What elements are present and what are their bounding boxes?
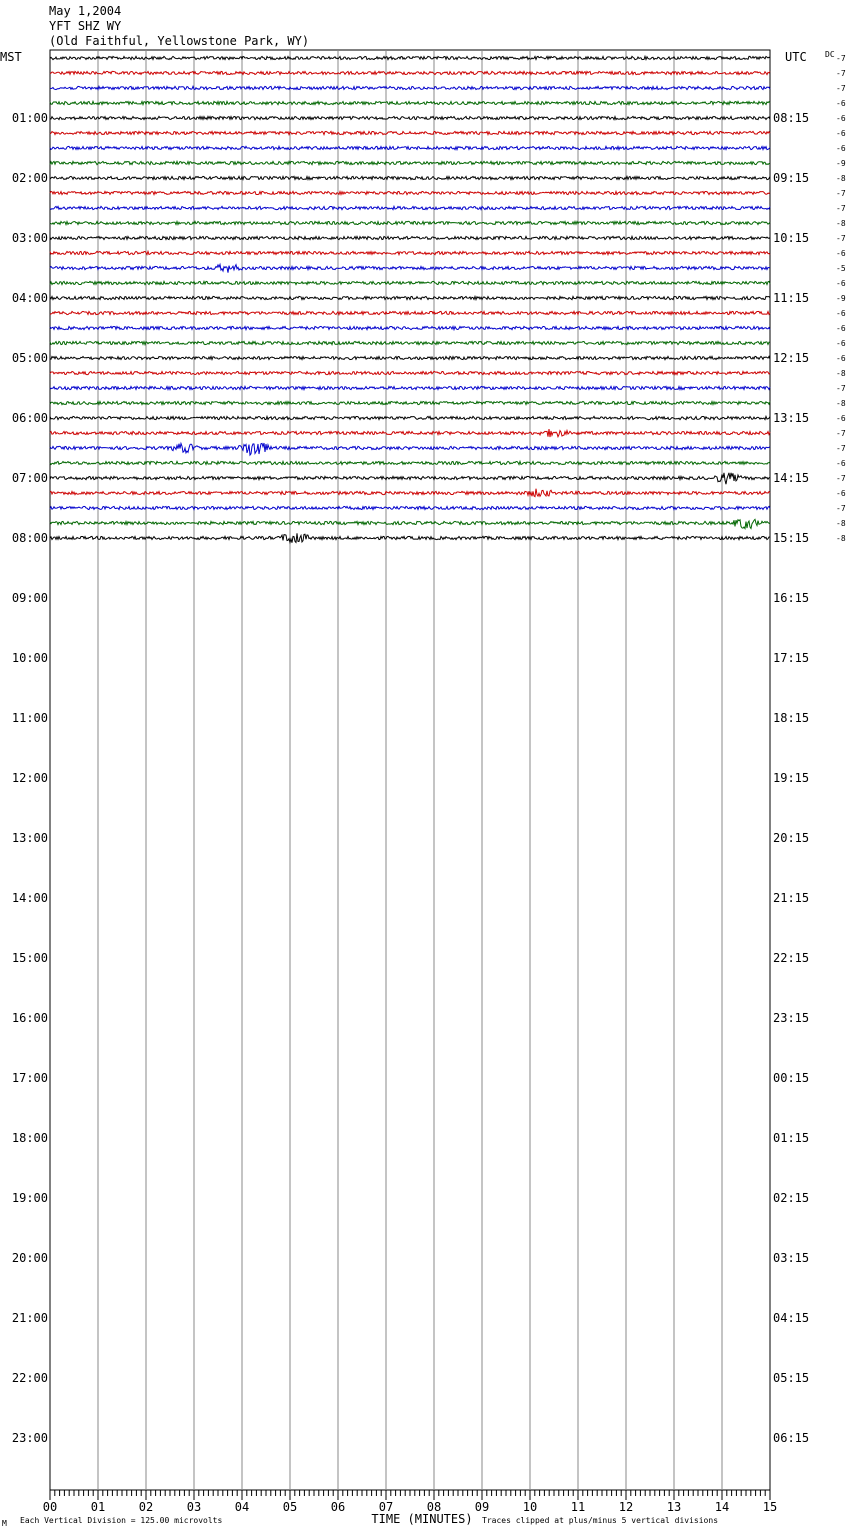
x-tick-label: 14 (714, 1500, 730, 1514)
trace-row-29 (50, 489, 770, 497)
mst-hour-label: 10:00 (11, 651, 48, 665)
trace-row-32 (50, 533, 770, 542)
utc-hour-label: 06:15 (773, 1431, 810, 1445)
dc-offset-label: -9 (836, 159, 846, 168)
dc-offset-label: -7 (836, 384, 846, 393)
utc-hour-label: 22:15 (773, 951, 810, 965)
trace-row-20 (50, 356, 770, 359)
dc-offset-label: -7 (836, 504, 846, 513)
dc-offset-label: -8 (836, 174, 846, 183)
dc-offset-label: -8 (836, 519, 846, 528)
x-tick-label: 09 (474, 1500, 490, 1514)
trace-row-15 (50, 281, 770, 284)
trace-row-12 (50, 236, 770, 239)
utc-hour-label: 17:15 (773, 651, 810, 665)
dc-offset-label: -6 (836, 114, 846, 123)
plot-frame (50, 50, 770, 1490)
dc-offset-label: -7 (836, 204, 846, 213)
mst-hour-label: 01:00 (11, 111, 48, 125)
x-tick-label: 04 (234, 1500, 250, 1514)
x-tick-label: 01 (90, 1500, 106, 1514)
utc-hour-label: 18:15 (773, 711, 810, 725)
mst-hour-label: 03:00 (11, 231, 48, 245)
dc-offset-label: -7 (836, 444, 846, 453)
trace-row-27 (50, 461, 770, 464)
mst-hour-label: 23:00 (11, 1431, 48, 1445)
utc-hour-label: 04:15 (773, 1311, 810, 1325)
utc-hour-label: 00:15 (773, 1071, 810, 1085)
scale-note: Each Vertical Division = 125.00 microvolts (20, 1516, 223, 1525)
trace-row-30 (50, 506, 770, 509)
mst-hour-label: 19:00 (11, 1191, 48, 1205)
utc-hour-label: 03:15 (773, 1251, 810, 1265)
dc-offset-label: -6 (836, 459, 846, 468)
trace-row-7 (50, 161, 770, 164)
mst-hour-label: 07:00 (11, 471, 48, 485)
x-tick-label: 11 (570, 1500, 586, 1514)
trace-row-1 (50, 71, 770, 74)
mst-hour-label: 11:00 (11, 711, 48, 725)
dc-offset-label: -7 (836, 429, 846, 438)
dc-offset-label: -7 (836, 234, 846, 243)
utc-axis-title: UTC (785, 50, 807, 64)
corner-mark: M (2, 1519, 7, 1528)
x-axis-label: TIME (MINUTES) (371, 1512, 473, 1526)
trace-row-22 (50, 386, 770, 389)
mst-hour-label: 17:00 (11, 1071, 48, 1085)
trace-row-5 (50, 131, 770, 134)
mst-hour-label: 04:00 (11, 291, 48, 305)
dc-offset-label: -7 (836, 54, 846, 63)
dc-offset-label: -6 (836, 489, 846, 498)
mst-hour-label: 18:00 (11, 1131, 48, 1145)
utc-hour-label: 09:15 (773, 171, 810, 185)
trace-row-8 (50, 176, 770, 179)
trace-row-28 (50, 473, 770, 484)
mst-hour-label: 08:00 (11, 531, 48, 545)
dc-offset-label: -6 (836, 129, 846, 138)
trace-row-6 (50, 146, 770, 149)
dc-offset-label: -5 (836, 264, 846, 273)
dc-offset-label: -9 (836, 294, 846, 303)
trace-row-4 (50, 116, 770, 119)
utc-hour-label: 11:15 (773, 291, 810, 305)
x-tick-label: 05 (282, 1500, 298, 1514)
x-tick-label: 02 (138, 1500, 154, 1514)
mst-axis-title: MST (0, 50, 22, 64)
dc-offset-label: -6 (836, 414, 846, 423)
utc-hour-label: 15:15 (773, 531, 810, 545)
dc-offset-label: -6 (836, 309, 846, 318)
utc-hour-label: 14:15 (773, 471, 810, 485)
dc-offset-label: -7 (836, 84, 846, 93)
x-tick-label: 03 (186, 1500, 202, 1514)
mst-hour-label: 12:00 (11, 771, 48, 785)
utc-hour-label: 12:15 (773, 351, 810, 365)
utc-hour-label: 10:15 (773, 231, 810, 245)
trace-row-18 (50, 326, 770, 329)
x-tick-label: 07 (378, 1500, 394, 1514)
utc-hour-label: 23:15 (773, 1011, 810, 1025)
dc-offset-label: -6 (836, 339, 846, 348)
utc-hour-label: 21:15 (773, 891, 810, 905)
dc-offset-label: -8 (836, 369, 846, 378)
dc-offset-label: -6 (836, 324, 846, 333)
x-tick-label: 06 (330, 1500, 346, 1514)
dc-label: DC (825, 50, 835, 59)
trace-row-21 (50, 371, 770, 374)
mst-hour-label: 16:00 (11, 1011, 48, 1025)
dc-offset-label: -6 (836, 144, 846, 153)
dc-offset-label: -7 (836, 189, 846, 198)
utc-hour-label: 08:15 (773, 111, 810, 125)
clip-note: Traces clipped at plus/minus 5 vertical divisions (482, 1516, 719, 1525)
mst-hour-label: 09:00 (11, 591, 48, 605)
dc-offset-label: -7 (836, 69, 846, 78)
time-labels (12, 111, 809, 1445)
utc-hour-label: 01:15 (773, 1131, 810, 1145)
x-tick-label: 15 (762, 1500, 778, 1514)
dc-offset-label: -6 (836, 354, 846, 363)
x-tick-label: 10 (522, 1500, 538, 1514)
trace-row-17 (50, 311, 770, 314)
dc-offset-label: -6 (836, 249, 846, 258)
dc-offset-label: -7 (836, 474, 846, 483)
mst-hour-label: 02:00 (11, 171, 48, 185)
x-tick-label: 12 (618, 1500, 634, 1514)
trace-row-24 (50, 416, 770, 419)
utc-hour-label: 05:15 (773, 1371, 810, 1385)
dc-offset-label: -8 (836, 399, 846, 408)
trace-row-11 (50, 221, 770, 224)
dc-offset-label: -8 (836, 534, 846, 543)
utc-hour-label: 13:15 (773, 411, 810, 425)
mst-hour-label: 06:00 (11, 411, 48, 425)
trace-row-9 (50, 191, 770, 194)
utc-hour-label: 20:15 (773, 831, 810, 845)
x-tick-label: 00 (42, 1500, 58, 1514)
trace-row-0 (50, 56, 770, 59)
trace-group (50, 56, 770, 542)
utc-hour-label: 16:15 (773, 591, 810, 605)
trace-row-2 (50, 86, 770, 89)
dc-offset-label: -6 (836, 99, 846, 108)
mst-hour-label: 13:00 (11, 831, 48, 845)
mst-hour-label: 21:00 (11, 1311, 48, 1325)
header-station: YFT SHZ WY (49, 19, 122, 33)
x-tick-label: 13 (666, 1500, 682, 1514)
mst-hour-label: 15:00 (11, 951, 48, 965)
trace-row-10 (50, 206, 770, 209)
mst-hour-label: 22:00 (11, 1371, 48, 1385)
header-location: (Old Faithful, Yellowstone Park, WY) (49, 34, 310, 48)
dc-offset-labels (836, 54, 846, 543)
mst-hour-label: 14:00 (11, 891, 48, 905)
trace-row-13 (50, 251, 770, 254)
trace-row-31 (50, 519, 770, 528)
trace-row-23 (50, 401, 770, 404)
utc-hour-label: 19:15 (773, 771, 810, 785)
dc-offset-label: -8 (836, 219, 846, 228)
dc-offset-label: -6 (836, 279, 846, 288)
mst-hour-label: 05:00 (11, 351, 48, 365)
minute-gridlines (98, 50, 722, 1490)
utc-hour-label: 02:15 (773, 1191, 810, 1205)
x-axis (43, 1490, 777, 1514)
trace-row-26 (50, 443, 770, 455)
mst-hour-label: 20:00 (11, 1251, 48, 1265)
trace-row-14 (50, 265, 770, 273)
header-date: May 1,2004 (49, 4, 122, 18)
x-tick-label: 08 (426, 1500, 442, 1514)
trace-row-25 (50, 429, 770, 437)
trace-row-3 (50, 101, 770, 104)
trace-row-19 (50, 341, 770, 344)
trace-row-16 (50, 296, 770, 299)
